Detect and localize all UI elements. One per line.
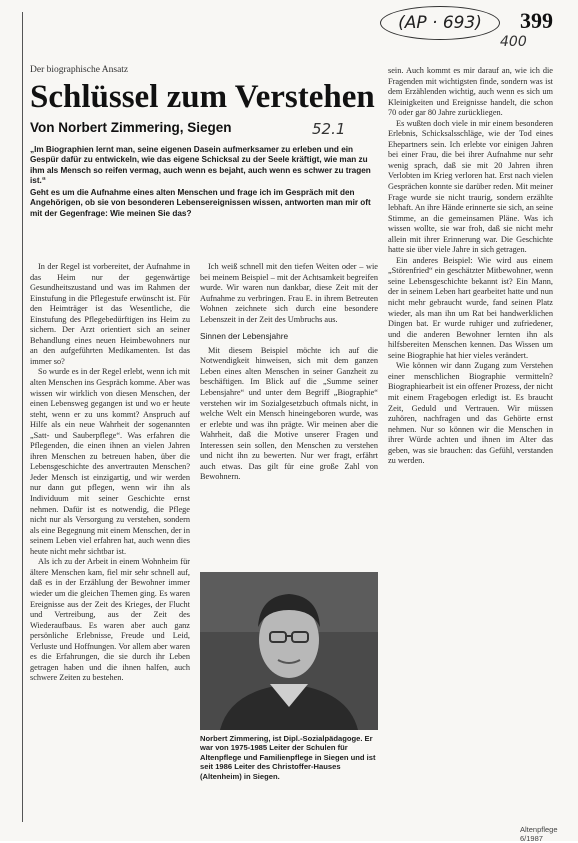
paragraph: Ich weiß schnell mit den tiefen Weiten oder – wie bei meinem Beispiel – mit der Achtsamkeit begreifen wurde. Wir waren nun dankbar, diese Zeit mit der Aufnahme zu verbringen. Frau E. in ihrem Betreuten Wohnen zeichnete sich durch eine besondere Lebenszeit in der Zeit des Umbruchs aus. [200,262,378,324]
publication-footer: Altenpflege 6/1987 [520,825,558,843]
author-portrait-photo [200,572,378,730]
paragraph: In der Regel ist vorbereitet, der Aufnahme in das Heim nur der gegenwärtige Gesundheitszustand und was im Rahmen der Einstufung in die Pflegestufe erwünscht ist. Für den Heimträger ist das Wesentliche, die Einstufung des Pflegebedürftigen ins Heim zu sichern. Der Arzt orientiert sich an seiner Behandlung eines neuen Heimbewohners nur an den aufgeführten Medikamenten. Ist das immer so? [30,262,190,366]
photo-caption: Norbert Zimmering, ist Dipl.-Sozialpädagoge. Er war von 1975-1985 Leiter der Schulen für Altenpflege und Familienpflege in Siegen und ist seit 1986 Leiter des Christoffer-Hauses (Altenheim) in Siegen. [200,734,376,781]
archive-subnumber-handwritten: 400 [500,34,527,50]
body-column-3 [388,66,553,818]
margin-rule [22,12,23,822]
paragraph: Ein anderes Beispiel: Wie wird aus einem „Störenfried“ ein geschätzter Mitbewohner, wenn seine Lebensgeschichte bekannt ist? Ein Mann, der in seinem Leben hart gearbeitet hatte und nun nicht mehr gebraucht wurde, fand seinen Platz wieder, als man ihn um Rat bei handwerklichen Dingen bat. Er wurde ruhiger und zufriedener, und die anderen Bewohner lernten ihn als hilfsbereiten Menschen kennen. Das Wissen um seine Biographie hat hier vieles verändert. [388,255,553,360]
lead-quote: „Im Biographien lernt man, seine eigenen Dasein aufmerksamer zu erleben und ein Gespür dafür zu entwickeln, wie das eigene Schicksal zu der Seele kräftigt, wie man zu ihm als Mensch so reifen vermag, auch wenn es bejaht, auch wenn es schwer zu tragen ist.“ [30,145,371,185]
paragraph: So wurde es in der Regel erlebt, wenn ich mit alten Menschen ins Gespräch komme. Aber was wissen wir wirklich von diesen Menschen, der einen Lebensweg gegangen ist und wo er heute steht, wenn er zu uns kommt? Anspruch auf Hilfe als ein neue Wahrheit der sogenannten „Satt- und Sauberpflege“. Was erfahren die Pflegenden, die einen ihnen an vielen Jahren ihren Menschen zu betreuen haben, über die Lebensgeschichte des anvertrauten Menschen? Jeder Mensch ist einzigartig, und wir werden nur dann gut pflegen, wenn wir ihn als Individuum mit seiner Geschichte ernst nehmen. Dafür ist es notwendig, die Pflege nicht nur als Versorgung zu verstehen, sondern als eine Begegnung mit einem Menschen, der in seinem Leben viel erfahren hat, auch wenn dies heute nicht mehr sichtbar ist. [30,367,190,556]
body-column-1 [30,262,190,822]
paragraph: Mit diesem Beispiel möchte ich auf die Notwendigkeit hinweisen, sich mit dem ganzen Leben eines alten Menschen in seiner Ganzheit zu beschäftigen. Im Blick auf die „Summe seiner Lebensjahre“ und unter dem Begriff „Biographie“ verstehen wir im Sozialgesetzbuch oftmals nicht, in welche Welt ein Mensch hineingeboren wurde, was er erlebte und was ihn prägte. Wir meinen aber die Wahrheit, daß die Motive unserer Fragen und Interessen sein sollen, den Menschen zu verstehen und nicht ihn zu bewerten. Nur wer fragt, erfährt auch etwas. Das gilt für eine große Zahl von Bewohnern. [200,345,378,482]
article-headline: Schlüssel zum Verstehen [30,79,375,115]
body-column-2 [200,262,378,568]
paragraph: Wie können wir dann Zugang zum Verstehen einer menschlichen Biographie vermitteln? Biographiearbeit ist ein offener Prozess, der nicht mit einem Fragebogen erledigt ist. Es braucht Zeit, Geduld und Vertrauen. Wir müssen zuhören, nachfragen und das Gehörte ernst nehmen. Nur so können wir die Menschen in ihrer Würde achten und ihnen im Alter das geben, was sie brauchen: das Gefühl, verstanden zu werden. [388,361,553,466]
article-kicker: Der biographische Ansatz [30,65,129,75]
article-lead [30,145,378,221]
section-subhead: Sinnen der Lebensjahre [200,331,289,342]
article-byline: Von Norbert Zimmering, Siegen [30,120,232,135]
paragraph: sein. Auch kommt es mir darauf an, wie ich die Fragenden mit wichtigsten finde, sondern was ist dem Erzählenden wichtig, auch wenn es sich um Kleinigkeiten und Ereignisse handelt, die schon 70 oder gar 80 Jahre zurückliegen. [388,66,553,118]
margin-handwritten-mark: 52.1 [312,120,346,138]
paragraph: Als ich zu der Arbeit in einem Wohnheim für ältere Menschen kam, fiel mir sehr schnell auf, daß es in der Erzählung der Bewohner immer wieder um die gleichen Themen ging. Es waren Ereignisse aus der Zeit des Krieges, der Flucht und Vertreibung, aus der Zeit des Wiederaufbaus. Es waren aber auch ganz persönliche Erlebnisse, Freude und Leid, Verluste und Hoffnungen. Vor allem aber waren es die Erfahrungen, die sie durch ihr Leben getragen haben und die ihnen halfen, auch schwere Zeiten zu bestehen. [30,557,190,683]
paragraph: Es wußten doch viele in mir einem besonderen Erlebnis, Schicksalsschläge, wie der Tod eines Ehepartners sein. Ich erlebte vor einigen Jahren bei einer Frau, die bei ihrer Aufnahme nur sehr wenig sprach, daß sie mit 20 Jahren ihren Verlobten im Krieg verloren hat. Erst nach vielen Gesprächen konnte sie darüber reden. Mit meiner Frage wurde sie nicht traurig, sondern erzählte lebhaft. An ihre Hände erinnerte sie sich, an seine Stimme, an die gemeinsamen Pläne. Was ich wissen wollte, sie war froh, daß sie nicht mehr allein mit ihrer Erinnerung war. Die Geschichte hatte sie über viele Jahre in sich getragen. [388,118,553,255]
lead-intro: Geht es um die Aufnahme eines alten Menschen und frage ich im Gespräch mit den Angehörigen, ob sie von besonderen Lebensereignissen wissen, antworten man mir oft mit der Gegenfrage: Wie meinen Sie das? [30,188,371,218]
page-number: 399 [520,8,553,33]
archive-reference-handwritten: (AP · 693) [380,6,500,40]
